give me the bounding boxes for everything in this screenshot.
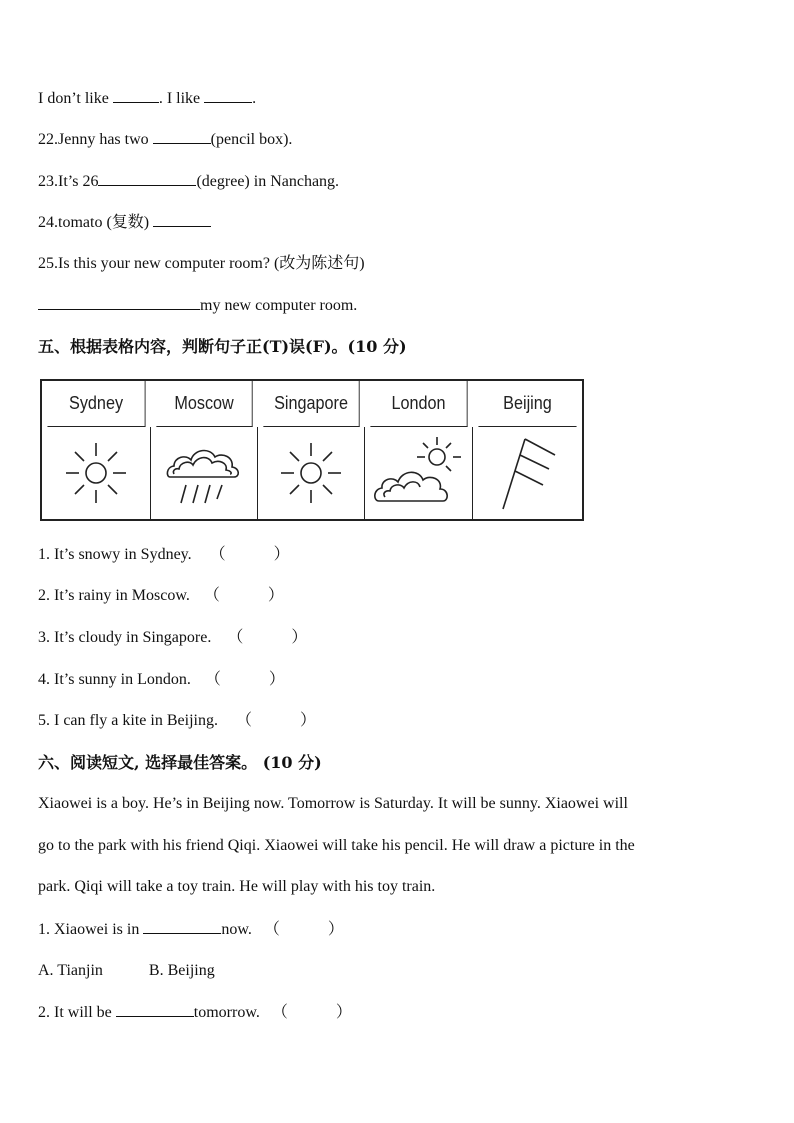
answer-blank[interactable] (116, 1002, 194, 1017)
q21-text-a: I don’t like (38, 90, 113, 107)
answer-paren-open: （ (204, 671, 221, 688)
passage-line-2: go to the park with his friend Qiqi. Xiaowei will take his pencil. He will draw a picture in the (38, 837, 635, 854)
q23-text-a: 23.It’s 26 (38, 173, 99, 190)
q22-text-a: 22.Jenny has two (38, 131, 153, 148)
wind-flag-icon (493, 433, 563, 513)
tf-item-2 (38, 586, 284, 606)
answer-blank[interactable] (143, 919, 221, 934)
answer-blank[interactable] (153, 212, 211, 227)
answer-paren-close: ） (327, 921, 344, 938)
answer-blank[interactable] (153, 129, 211, 144)
option-a[interactable]: A. Tianjin (38, 962, 103, 979)
tf-item-1 (38, 545, 290, 565)
q24-text: 24.tomato (复数) (38, 214, 154, 231)
answer-paren-open: （ (235, 712, 252, 729)
q24-line (38, 212, 211, 233)
tf-item-4 (38, 670, 285, 690)
q22-text-b: (pencil box). (210, 131, 293, 148)
answer-paren-close: ） (335, 1004, 352, 1021)
q23-line (38, 171, 339, 192)
answer-paren-open: （ (263, 921, 280, 938)
answer-blank[interactable] (98, 171, 196, 186)
answer-blank[interactable] (204, 88, 252, 103)
option-b[interactable]: B. Beijing (148, 962, 215, 979)
q21-text-c: . (252, 90, 257, 107)
passage-line-1: Xiaowei is a boy. He’s in Beijing now. Tomorrow is Saturday. It will be sunny. Xiaowei will (38, 795, 628, 812)
exercise6-title: 六、阅读短文, 选择最佳答案。 (10 分) (38, 753, 322, 772)
q21-text-b: . I like (158, 90, 205, 107)
tf-item-text: 5. I can fly a kite in Beijing. (38, 712, 218, 729)
answer-paren-close: ） (267, 587, 284, 604)
q23-text-b: (degree) in Nanchang. (196, 173, 340, 190)
city-beijing: Beijing (478, 381, 576, 427)
answer-paren-open: （ (227, 629, 244, 646)
sun-cloud-icon (373, 433, 465, 513)
answer-paren-open: （ (203, 587, 220, 604)
reading-q2-text-b: tomorrow. (193, 1004, 260, 1021)
city-london: London (370, 381, 467, 427)
reading-q1 (38, 919, 344, 940)
answer-blank[interactable] (38, 295, 200, 310)
reading-q1-text-a: 1. Xiaowei is in (38, 921, 144, 938)
city-singapore: Singapore (263, 381, 359, 427)
answer-paren-close: ） (268, 671, 285, 688)
reading-q2 (38, 1002, 352, 1023)
weather-cell-beijing (473, 427, 582, 519)
answer-paren-close: ） (273, 546, 290, 563)
answer-paren-open: （ (271, 1004, 288, 1021)
q25-line: 25.Is this your new computer room? (改为陈述句) (38, 255, 365, 272)
reading-q1-text-b: now. (221, 921, 252, 938)
rain-cloud-icon (164, 437, 244, 509)
exercise5-title: 五、根据表格内容，判断句子正(T)误(F)。(10 分) (38, 337, 407, 356)
tf-item-3 (38, 628, 307, 648)
weather-cell-moscow (151, 427, 258, 519)
q25-answer-suffix: my new computer room. (200, 297, 358, 314)
answer-blank[interactable] (113, 88, 159, 103)
weather-cell-sydney (42, 427, 151, 519)
answer-paren-close: ） (291, 629, 308, 646)
tf-item-text: 2. It’s rainy in Moscow. (38, 587, 190, 604)
tf-item-text: 1. It’s snowy in Sydney. (38, 546, 192, 563)
q22-line (38, 129, 292, 150)
q21-line (38, 88, 256, 109)
weather-cell-london (365, 427, 473, 519)
reading-q2-text-a: 2. It will be (38, 1004, 116, 1021)
weather-table (40, 379, 584, 521)
tf-item-text: 4. It’s sunny in London. (38, 671, 191, 688)
weather-cell-singapore (258, 427, 365, 519)
city-sydney: Sydney (47, 381, 145, 427)
tf-item-text: 3. It’s cloudy in Singapore. (38, 629, 212, 646)
sun-icon (276, 438, 346, 508)
passage-line-3: park. Qiqi will take a toy train. He will play with his toy train. (38, 878, 436, 895)
tf-item-5 (38, 711, 316, 731)
answer-paren-close: ） (299, 712, 316, 729)
city-moscow: Moscow (156, 381, 252, 427)
reading-q1-options (38, 961, 215, 981)
sun-icon (61, 438, 131, 508)
q25-answer-line (38, 295, 357, 316)
answer-paren-open: （ (209, 546, 226, 563)
